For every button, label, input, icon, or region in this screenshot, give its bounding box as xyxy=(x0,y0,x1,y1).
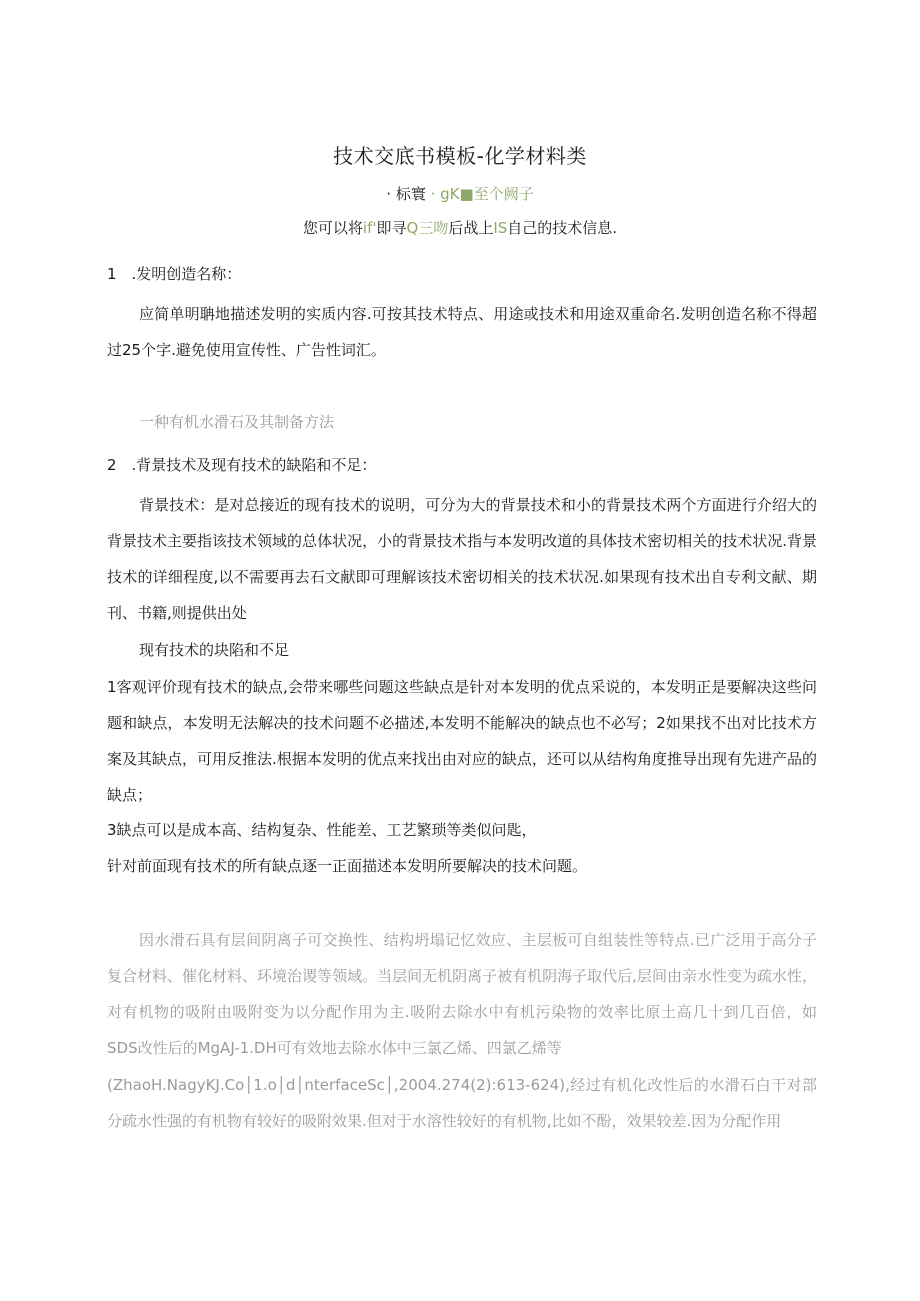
defects-item-4: 针对前面现有技术的所有缺点逐一正面描述本发明所要解决的技术问题。 xyxy=(107,857,588,875)
notice-part-6: IS xyxy=(493,219,508,237)
notice-part-2: if' xyxy=(362,219,377,237)
notice-part-1: 您可以将 xyxy=(302,219,363,237)
section2-heading: 2 .背景技术及现有技术的缺陷和不足： xyxy=(107,456,377,474)
background-paragraph: 背景技术：是对总接近的现有技术的说明，可分为大的背景技术和小的背景技术两个方面进行介绍大的背景技术主要指该技术领域的总体状况，小的背景技术指与本发明改道的具体技术密切相关的技术状况.背景技术的详细程度,以不需要再去石文献即可理解该技术密切相关的技术状况.如果现有技术出自专利文献、期刊、书籍,则提供出处 xyxy=(107,496,817,622)
section1-heading: 1 .发明创造名称： xyxy=(107,265,242,283)
notice-part-3: 即寻 xyxy=(376,219,407,237)
subtitle-part-1: · 标寰 xyxy=(386,185,426,203)
notice-line xyxy=(0,217,920,238)
defects-item-1: 1客观评价现有技术的缺点,会带来哪些问题这些缺点是针对本发明的优点采说的，本发明正是要解决这些问题和缺点，本发明无法解决的技术问题不必描述,本发明不能解决的缺点也不必写；2如果找不出对比技术方案及其缺点，可用反推法.根据本发明的优点来找出由对应的缺点，还可以从结构角度推导出现有先进产品的缺点； xyxy=(107,678,817,804)
notice-part-4: Q三吻 xyxy=(406,219,449,237)
defects-title: 现有技术的块陷和不足 xyxy=(139,641,290,659)
notice-part-7: 自己的技术信息. xyxy=(507,219,618,237)
subtitle-part-2: · gK■至个阙子 xyxy=(430,185,534,203)
subtitle-line xyxy=(0,183,920,204)
notice-part-5: 后战上 xyxy=(448,219,494,237)
example-paragraph-2: (ZhaoH.NagyKJ.Co│1.o│d│nterfaceSc│,2004.274(2):613-624),经过有机化改性后的水滑石白干对部分疏水性强的有机物有较好的吸附效果.但对于水溶性较好的有机物,比如不酚，效果较差.因为分配作用 xyxy=(107,1076,817,1130)
defects-item-3: 3缺点可以是成本高、结构复杂、性能差、工艺繁琐等类似问匙， xyxy=(107,821,537,839)
section1-example: 一种有机水滑石及其制备方法 xyxy=(139,413,335,431)
page-title: 技术交底书模板-化学材料类 xyxy=(333,144,587,168)
example-paragraph-1: 因水滑石具有层间阴离子可交换性、结构坍塌记忆效应、主层板可自组装性等特点.已广泛用于高分子复合材料、催化材料、环境治谡等领域。当层间无机阴离子被有机阴海子取代后,层间由亲水性变为疏水性，对有机物的吸附由吸附变为以分配作用为主.吸附去除水中有机污染物的效率比原土高几十到几百倍，如SDS改性后的MgAJ-1.DH可有效地去除水体中三氯乙烯、四氯乙烯等 xyxy=(107,931,817,1057)
section1-body: 应简单明聃地描述发明的实质内容.可按其技术特点、用途或技术和用途双重命名.发明创造名称不得超过25个字.避免使用宣传性、广告性词汇。 xyxy=(107,305,817,359)
